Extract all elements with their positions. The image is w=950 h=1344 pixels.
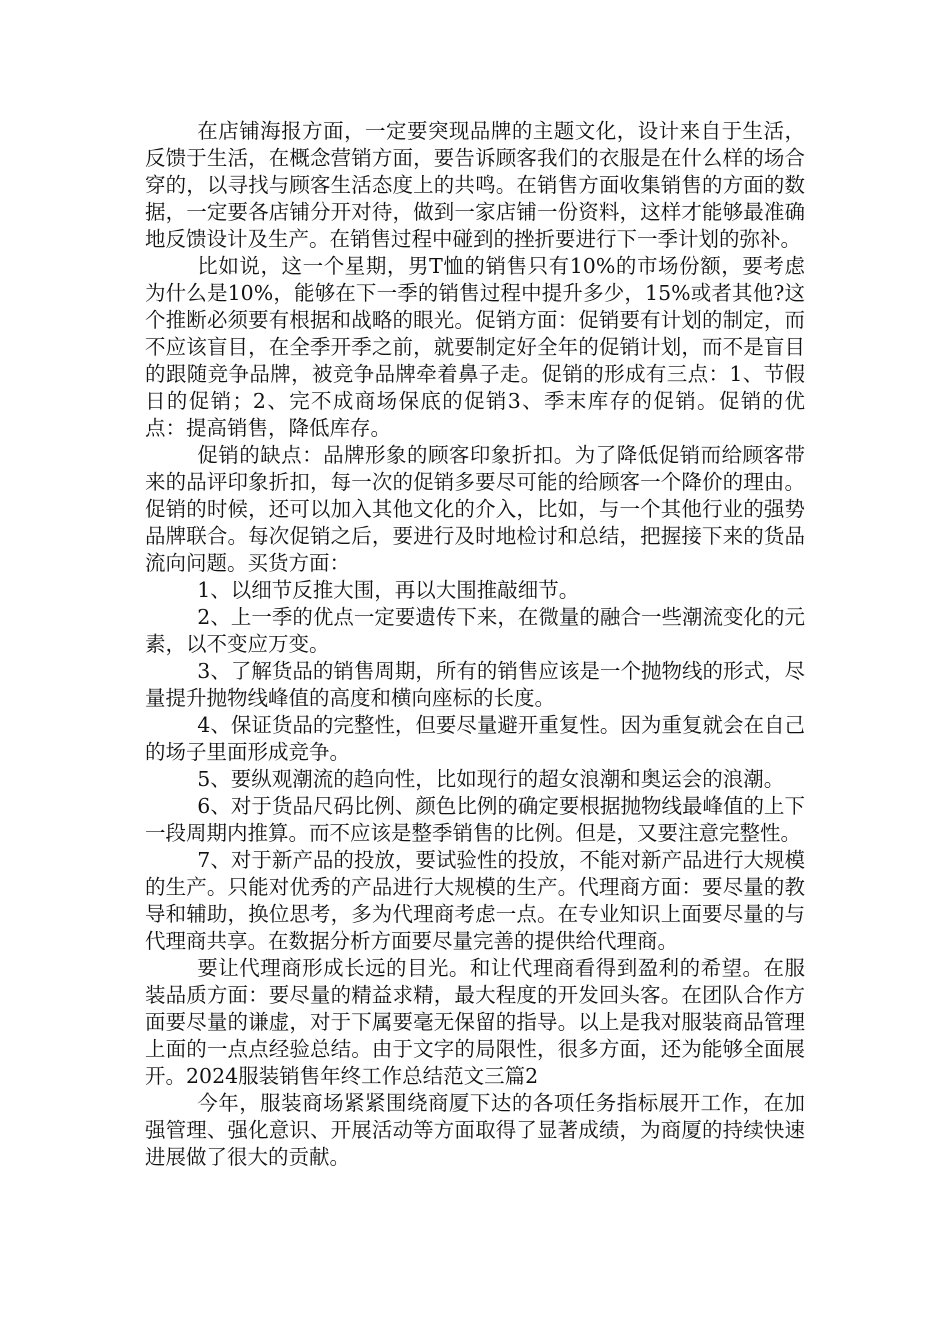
list-item-1: 1、以细节反推大围，再以大围推敲细节。 (197, 578, 580, 602)
paragraph-this-year: 今年，服装商场紧紧围绕商厦下达的各项任务指标展开工作，在加强管理、强化意识、开展活动等方面取得了显著成绩，为商厦的持续快速进展做了很大的贡献。 (145, 1091, 805, 1169)
paragraph-agents: 要让代理商形成长远的目光。和让代理商看得到盈利的希望。在服装品质方面：要尽量的精益求精，最大程度的开发回头客。在团队合作方面要尽量的谦虚，对于下属要毫无保留的指导。以上是我对服装商品管理上面的一点点经验总结。由于文字的局限性，很多方面，还为能够全面展开。2024服装销售年终工作总结范文三篇2 (145, 956, 805, 1088)
list-item-6: 6、对于货品尺码比例、颜色比例的确定要根据抛物线最峰值的上下一段周期内推算。而不应该是整季销售的比例。但是，又要注意完整性。 (145, 794, 805, 845)
document-body (145, 118, 805, 1171)
list-item-4: 4、保证货品的完整性，但要尽量避开重复性。因为重复就会在自己的场子里面形成竞争。 (145, 713, 805, 764)
list-item-5: 5、要纵观潮流的趋向性，比如现行的超女浪潮和奥运会的浪潮。 (197, 767, 785, 791)
paragraph-promotion-drawbacks: 促销的缺点：品牌形象的顾客印象折扣。为了降低促销而给顾客带来的品评印象折扣，每一次的促销多要尽可能的给顾客一个降价的理由。促销的时候，还可以加入其他文化的介入，比如，与一个其他行业的强势品牌联合。每次促销之后，要进行及时地检讨和总结，把握接下来的货品流向问题。买货方面： (145, 443, 805, 575)
list-item-3: 3、了解货品的销售周期，所有的销售应该是一个抛物线的形式，尽量提升抛物线峰值的高度和横向座标的长度。 (145, 659, 805, 710)
paragraph-poster: 在店铺海报方面，一定要突现品牌的主题文化，设计来自于生活，反馈于生活，在概念营销方面，要告诉顾客我们的衣服是在什么样的场合穿的，以寻找与顾客生活态度上的共鸣。在销售方面收集销售的方面的数据，一定要各店铺分开对待，做到一家店铺一份资料，这样才能够最准确地反馈设计及生产。在销售过程中碰到的挫折要进行下一季计划的弥补。 (145, 119, 805, 251)
list-item-2: 2、上一季的优点一定要遗传下来，在微量的融合一些潮流变化的元素，以不变应万变。 (145, 605, 805, 656)
paragraph-example: 比如说，这一个星期，男T恤的销售只有10%的市场份额，要考虑为什么是10%，能够在下一季的销售过程中提升多少，15%或者其他?这个推断必须要有根据和战略的眼光。促销方面：促销要有计划的制定，而不应该盲目，在全季开季之前，就要制定好全年的促销计划，而不是盲目的跟随竞争品牌，被竞争品牌牵着鼻子走。促销的形成有三点：1、节假日的促销；2、完不成商场保底的促销3、季末库存的促销。促销的优点：提高销售，降低库存。 (145, 254, 805, 440)
list-item-7: 7、对于新产品的投放，要试验性的投放，不能对新产品进行大规模的生产。只能对优秀的产品进行大规模的生产。代理商方面：要尽量的教导和辅助，换位思考，多为代理商考虑一点。在专业知识上面要尽量的与代理商共享。在数据分析方面要尽量完善的提供给代理商。 (145, 848, 805, 953)
